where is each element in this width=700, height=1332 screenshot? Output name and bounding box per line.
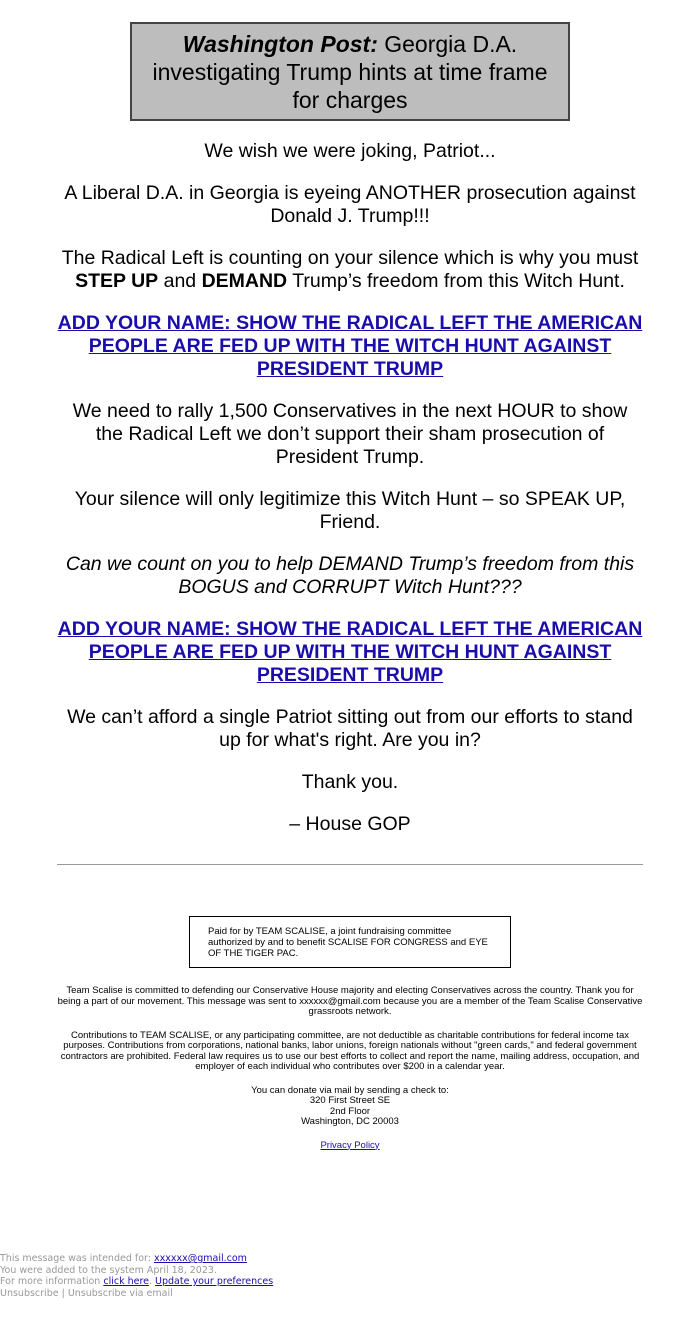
- privacy-policy-link[interactable]: Privacy Policy: [320, 1139, 380, 1151]
- unsubscribe-link[interactable]: Unsubscribe: [0, 1287, 59, 1299]
- footer-more-info: For more information click here. Update your preferences: [0, 1276, 274, 1287]
- click-here-link[interactable]: click here: [103, 1276, 149, 1287]
- footer: [0, 1253, 273, 1299]
- demand-bold: DEMAND: [201, 270, 288, 292]
- paragraph-rally: We need to rally 1,500 Conservatives in the next HOUR to show the Radical Left we don’t support their sham prosecution of President Trump.: [72, 400, 628, 468]
- unsubscribe-email-link[interactable]: Unsubscribe via email: [67, 1287, 173, 1299]
- headline-box: [130, 22, 570, 121]
- thank-you: Thank you.: [301, 771, 399, 793]
- divider: [57, 864, 643, 865]
- paragraph-silence: Your silence will only legitimize this Witch Hunt – so SPEAK UP, Friend.: [74, 488, 626, 533]
- paragraph-liberal-da: A Liberal D.A. in Georgia is eyeing ANOTHER prosecution against Donald J. Trump!!!: [64, 182, 636, 227]
- footer-intended: This message was intended for: xxxxxx@gmail.com: [0, 1253, 247, 1264]
- footer-unsubscribe: Unsubscribe | Unsubscribe via email: [0, 1287, 173, 1299]
- update-preferences-link[interactable]: Update your preferences: [155, 1276, 274, 1287]
- paragraph-question: Can we count on you to help DEMAND Trump’s freedom from this BOGUS and CORRUPT Witch Hunt???: [65, 553, 635, 598]
- contributions-text: Contributions to TEAM SCALISE, or any participating committee, are not deductible as charitable contributions for federal income tax purposes. Contributions from corporations, national banks, labor unions, foreign nationals without "green cards," and federal government contractors are prohibited. Federal law requires us to use our best efforts to collect and report the name, mailing address, occupation, and employer of each individual who contributes over $200 in a calendar year.: [60, 1029, 640, 1072]
- paragraph-radical-left: The Radical Left is counting on your silence which is why you must STEP UP and DEMAND Trump’s freedom from this Witch Hunt.: [61, 247, 639, 292]
- add-your-name-link-2[interactable]: ADD YOUR NAME: SHOW THE RADICAL LEFT THE AMERICAN PEOPLE ARE FED UP WITH THE WITCH HUNT AGAINST PRESIDENT TRUMP: [57, 618, 643, 686]
- commitment-text: Team Scalise is committed to defending our Conservative House majority and electing Conservatives across the country. Thank you for being a part of our movement. This message was sent to xxxxxx@gmail.com because you are a member of the Team Scalise Conservative grassroots network.: [57, 985, 643, 1017]
- paid-for-text: Paid for by TEAM SCALISE, a joint fundraising committee authorized by and to benefit SCALISE FOR CONGRESS and EYE OF THE TIGER PAC.: [208, 926, 488, 959]
- mail-intro: You can donate via mail by sending a check to:: [251, 1084, 449, 1096]
- intro-paragraph: We wish we were joking, Patriot...: [204, 140, 496, 162]
- disclaimer-block: [57, 986, 643, 1151]
- address-line-2: 2nd Floor: [329, 1105, 371, 1117]
- address-line-1: 320 First Street SE: [309, 1095, 391, 1106]
- signature: – House GOP: [289, 813, 411, 835]
- paid-for-box: [189, 916, 511, 968]
- footer-added: You were added to the system April 18, 2023.: [0, 1264, 217, 1276]
- address-line-3: Washington, DC 20003: [301, 1116, 399, 1127]
- headline-text: Georgia D.A. investigating Trump hints at time frame for charges: [152, 31, 548, 113]
- step-up-bold: STEP UP: [75, 270, 159, 292]
- email-body: [57, 140, 643, 836]
- footer-email-link[interactable]: xxxxxx@gmail.com: [154, 1253, 247, 1264]
- add-your-name-link-1[interactable]: ADD YOUR NAME: SHOW THE RADICAL LEFT THE AMERICAN PEOPLE ARE FED UP WITH THE WITCH HUNT AGAINST PRESIDENT TRUMP: [57, 312, 643, 380]
- paragraph-patriot: We can’t afford a single Patriot sitting out from our efforts to stand up for what's right. Are you in?: [67, 706, 633, 751]
- headline-source: Washington Post:: [182, 31, 378, 57]
